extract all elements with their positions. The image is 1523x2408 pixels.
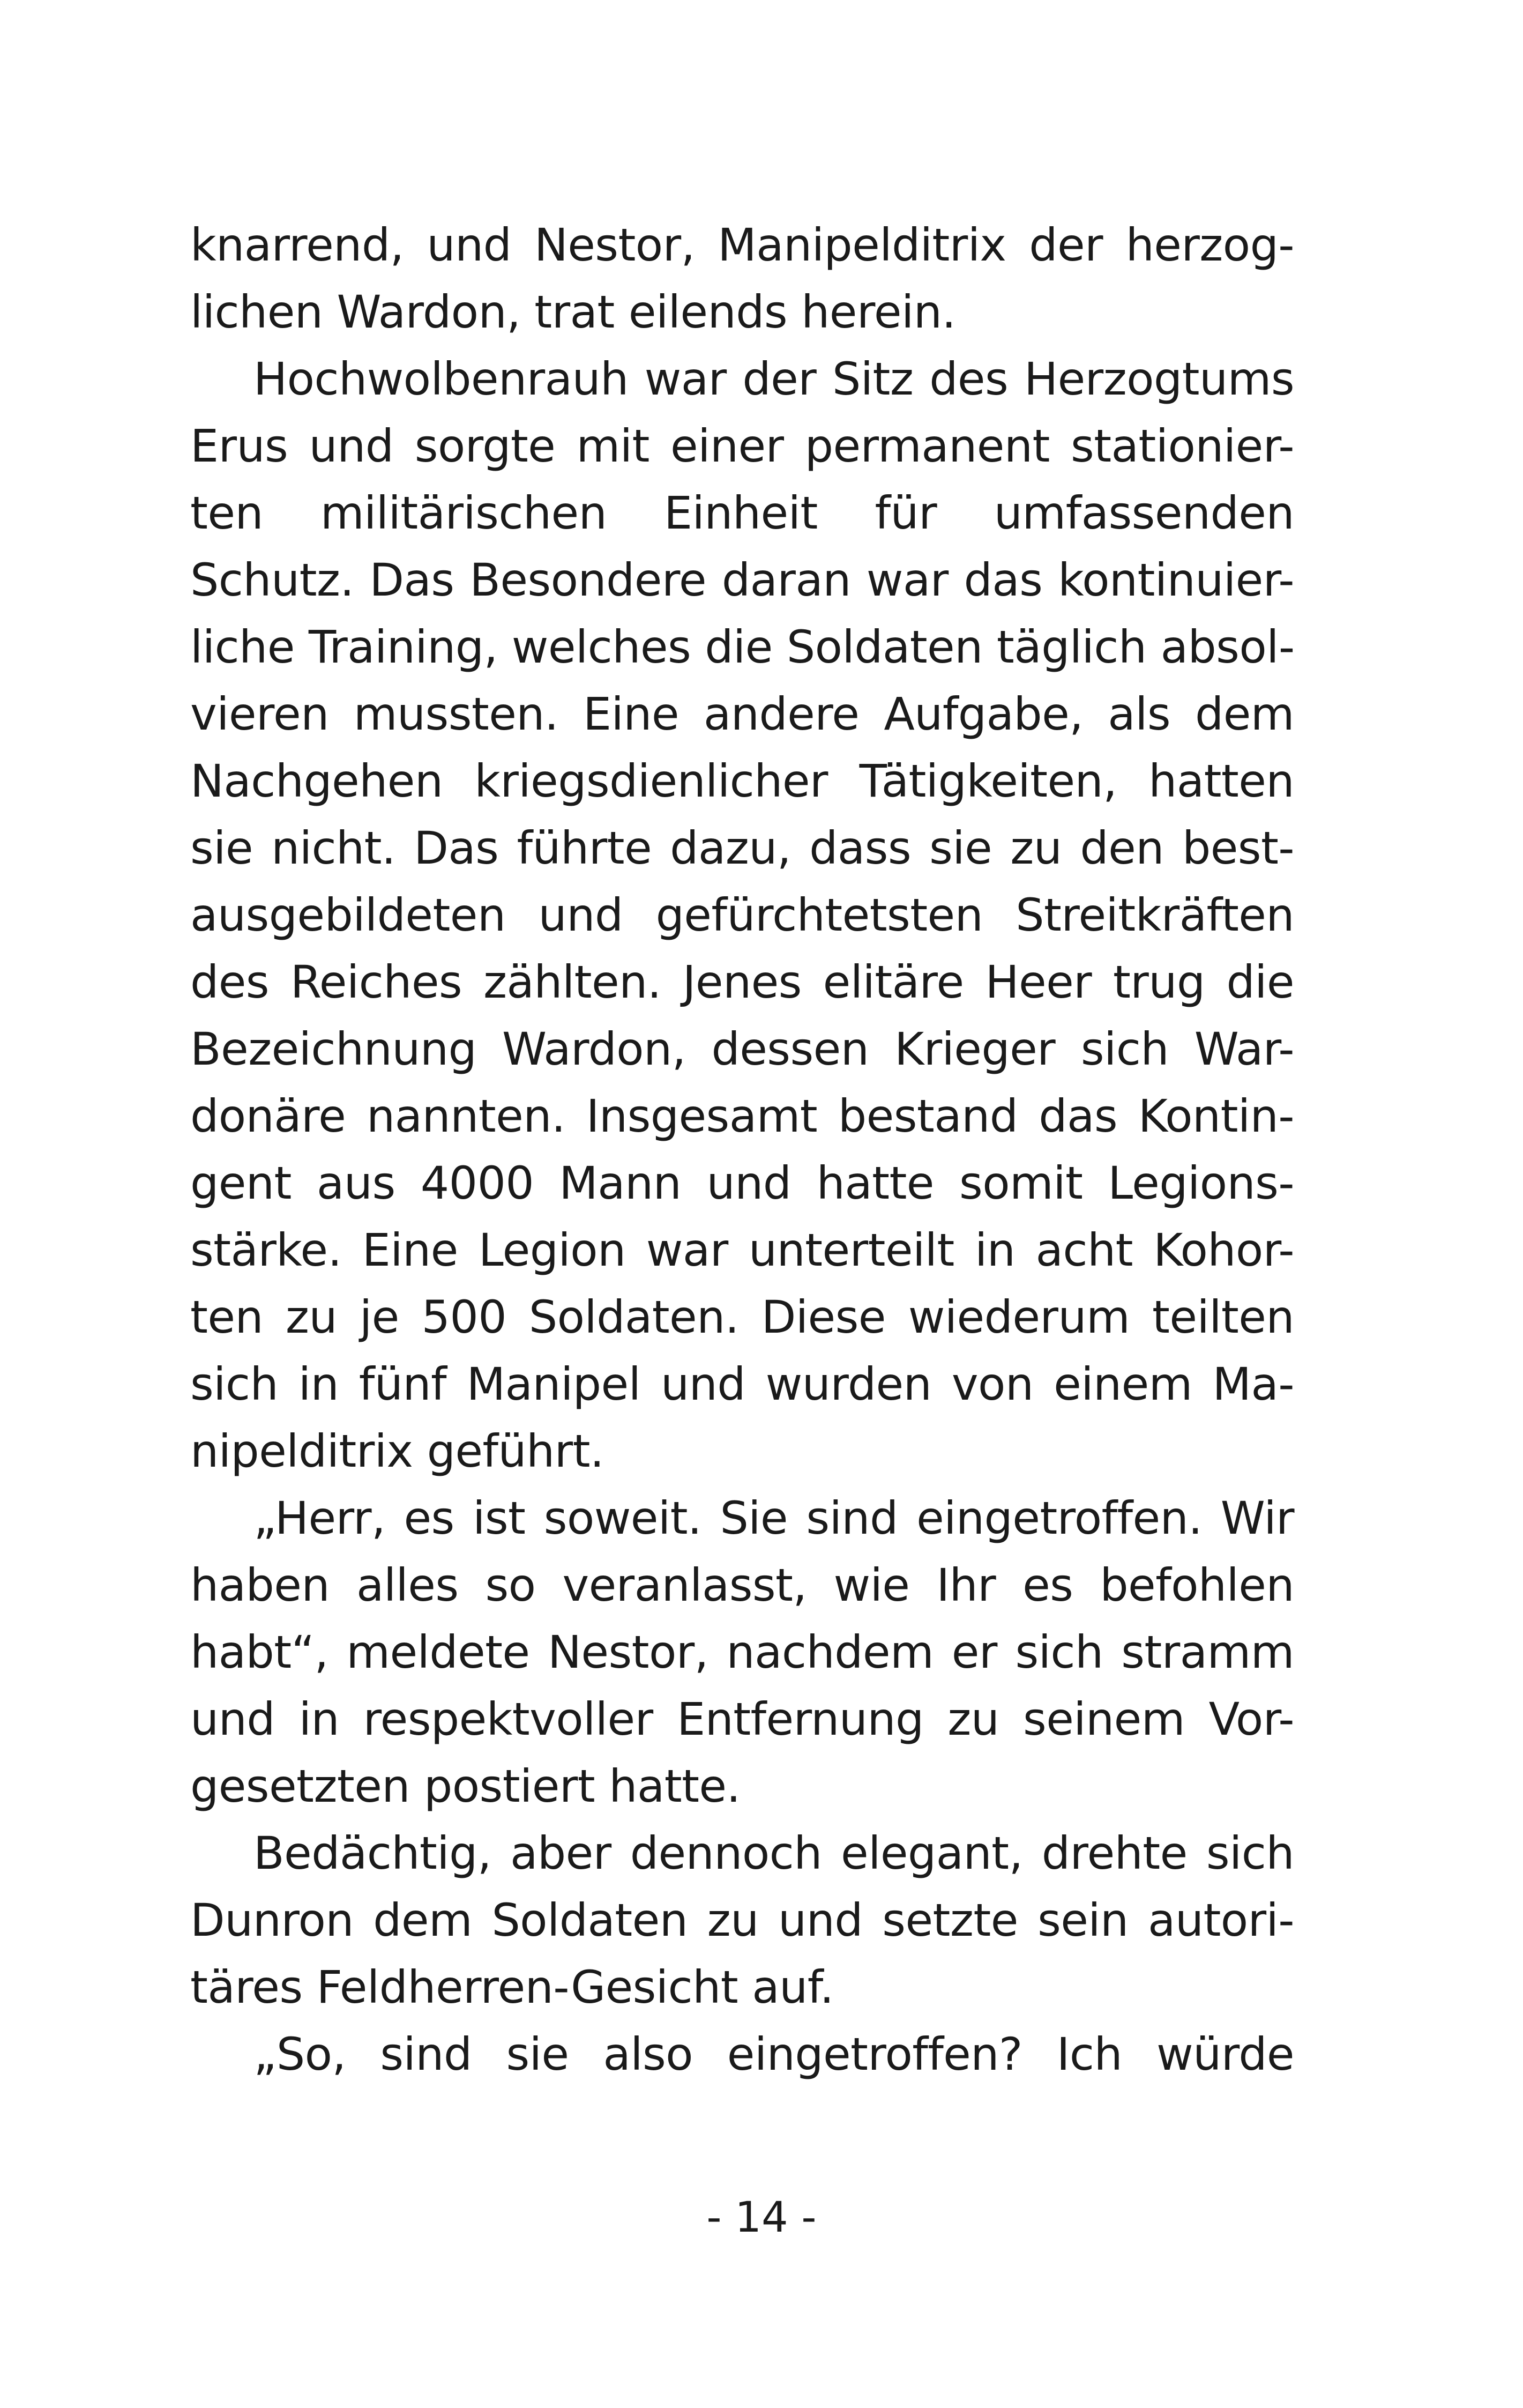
text-line: „So, sind sie also eingetroffen? Ich würde [253,2028,1294,2080]
text-line: habt“, meldete Nestor, nachdem er sich stramm [190,1626,1294,1678]
text-line: liche Training, welches die Soldaten täglich absol- [190,621,1295,673]
text-line: ten zu je 500 Soldaten. Diese wiederum teilten [190,1291,1294,1343]
text-line: Nachgehen kriegsdienlicher Tätigkeiten, hatten [190,755,1294,807]
text-line: Hochwolbenrauh war der Sitz des Herzogtums [253,353,1294,405]
text-line: ausgebildeten und gefürchtetsten Streitkräften [190,889,1294,941]
text-line: haben alles so veranlasst, wie Ihr es befohlen [190,1559,1294,1611]
page-number: - 14 - [706,2194,817,2242]
text-line: gesetzten postiert hatte. [190,1760,741,1812]
text-line: Erus und sorgte mit einer permanent stationier- [190,420,1294,472]
text-line: gent aus 4000 Mann und hatte somit Legions- [190,1157,1294,1209]
text-line: vieren mussten. Eine andere Aufgabe, als dem [190,688,1294,740]
text-line: lichen Wardon, trat eilends herein. [190,286,956,338]
text-line: sich in fünf Manipel und wurden von einem Ma- [190,1358,1294,1410]
text-line: Schutz. Das Besondere daran war das kontinuier- [190,554,1294,606]
text-line: sie nicht. Das führte dazu, dass sie zu den best- [190,822,1294,874]
text-line: Bedächtig, aber dennoch elegant, drehte sich [253,1827,1294,1879]
text-line: nipelditrix geführt. [190,1425,604,1477]
text-line: des Reiches zählten. Jenes elitäre Heer trug die [190,956,1294,1008]
text-line: und in respektvoller Entfernung zu seinem Vor- [190,1693,1294,1745]
text-line: „Herr, es ist soweit. Sie sind eingetroffen. Wir [253,1492,1294,1544]
text-line: ten militärischen Einheit für umfassenden [190,487,1294,539]
text-line: stärke. Eine Legion war unterteilt in acht Kohor- [190,1224,1294,1276]
text-line: Bezeichnung Wardon, dessen Krieger sich War- [190,1023,1294,1075]
text-line: knarrend, und Nestor, Manipelditrix der herzog- [190,219,1294,271]
text-line: Dunron dem Soldaten zu und setzte sein autori- [190,1894,1294,1946]
text-line: täres Feldherren-Gesicht auf. [190,1961,834,2013]
text-line: donäre nannten. Insgesamt bestand das Kontin- [190,1090,1294,1142]
